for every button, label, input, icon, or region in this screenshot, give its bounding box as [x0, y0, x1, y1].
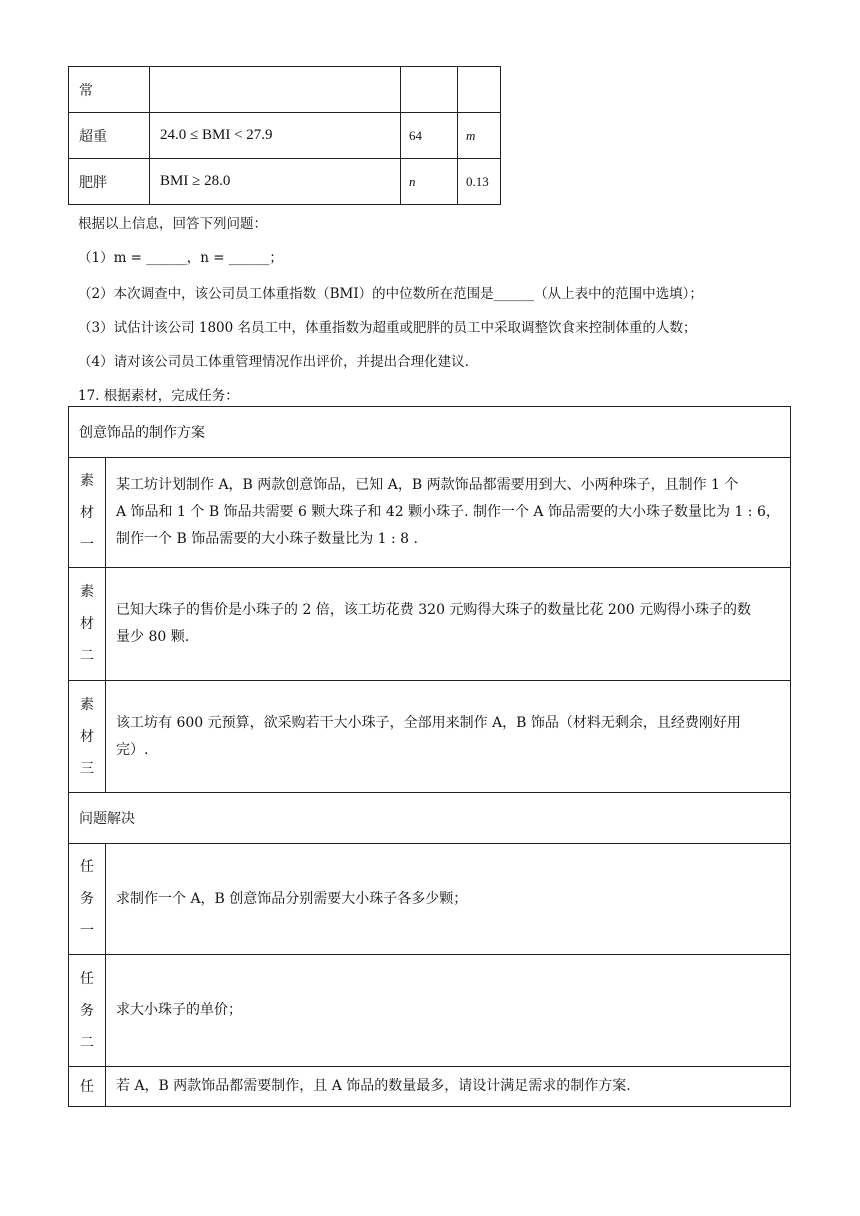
- table-row: [69, 844, 791, 955]
- freq-cell: [458, 67, 501, 113]
- range-cell: 24.0 ≤ BMI < 27.9: [150, 113, 401, 159]
- freq-cell: m: [458, 113, 501, 159]
- table-row: [69, 955, 791, 1067]
- count-cell: n: [401, 159, 458, 205]
- question-17-title: 17. 根据素材，完成任务：: [78, 388, 239, 404]
- category-cell: 肥胖: [69, 159, 150, 205]
- category-cell: 常: [69, 67, 150, 113]
- task-label: 任 务 二: [69, 955, 106, 1067]
- material-label: 素 材 一: [69, 458, 106, 568]
- table-row: [69, 458, 791, 568]
- table-row: [69, 407, 791, 458]
- range-cell: [150, 67, 401, 113]
- question-1: （1）m = ______，n = ______；: [78, 250, 283, 266]
- table-row: [69, 1067, 791, 1107]
- question-2: （2）本次调查中，该公司员工体重指数（BMI）的中位数所在范围是______（从上表中的范围中选填）；: [78, 286, 703, 302]
- table-row: [69, 793, 791, 844]
- table-row: [69, 681, 791, 793]
- table-row: [69, 67, 501, 113]
- material-content: 某工坊计划制作 A，B 两款创意饰品，已知 A，B 两款饰品都需要用到大、小两种珠子，且制作 1 个 A 饰品和 1 个 B 饰品共需要 6 颗大珠子和 42 颗小珠子. 制作一个 A 饰品需要的大小珠子数量比为 1 : 6， 制作一个 B 饰品需要的大小珠子数量比为 1 : 8 .: [106, 458, 791, 568]
- task-content: 若 A，B 两款饰品都需要制作，且 A 饰品的数量最多，请设计满足需求的制作方案.: [106, 1067, 791, 1107]
- table-row: [69, 159, 501, 205]
- task-label: 任: [69, 1067, 106, 1107]
- material-content: 已知大珠子的售价是小珠子的 2 倍，该工坊花费 320 元购得大珠子的数量比花 200 元购得小珠子的数 量少 80 颗.: [106, 568, 791, 681]
- task-label: 任 务 一: [69, 844, 106, 955]
- table-row: [69, 568, 791, 681]
- material-label: 素 材 二: [69, 568, 106, 681]
- intro-text: 根据以上信息，回答下列问题：: [78, 216, 267, 232]
- task-content: 求大小珠子的单价；: [106, 955, 791, 1067]
- category-cell: 超重: [69, 113, 150, 159]
- range-cell: BMI ≥ 28.0: [150, 159, 401, 205]
- material-content: 该工坊有 600 元预算，欲采购若干大小珠子，全部用来制作 A，B 饰品（材料无剩余，且经费刚好用 完）.: [106, 681, 791, 793]
- count-cell: [401, 67, 458, 113]
- material-label: 素 材 三: [69, 681, 106, 793]
- table-row: [69, 113, 501, 159]
- bmi-table: [68, 66, 501, 205]
- freq-cell: 0.13: [458, 159, 501, 205]
- count-cell: 64: [401, 113, 458, 159]
- question-4: （4）请对该公司员工体重管理情况作出评价，并提出合理化建议.: [78, 354, 469, 370]
- materials-header: 创意饰品的制作方案: [69, 407, 791, 458]
- materials-table: [68, 406, 791, 1107]
- question-3: （3）试估计该公司 1800 名员工中，体重指数为超重或肥胖的员工中采取调整饮食来控制体重的人数；: [78, 320, 697, 336]
- task-content: 求制作一个 A，B 创意饰品分别需要大小珠子各多少颗；: [106, 844, 791, 955]
- problem-header: 问题解决: [69, 793, 791, 844]
